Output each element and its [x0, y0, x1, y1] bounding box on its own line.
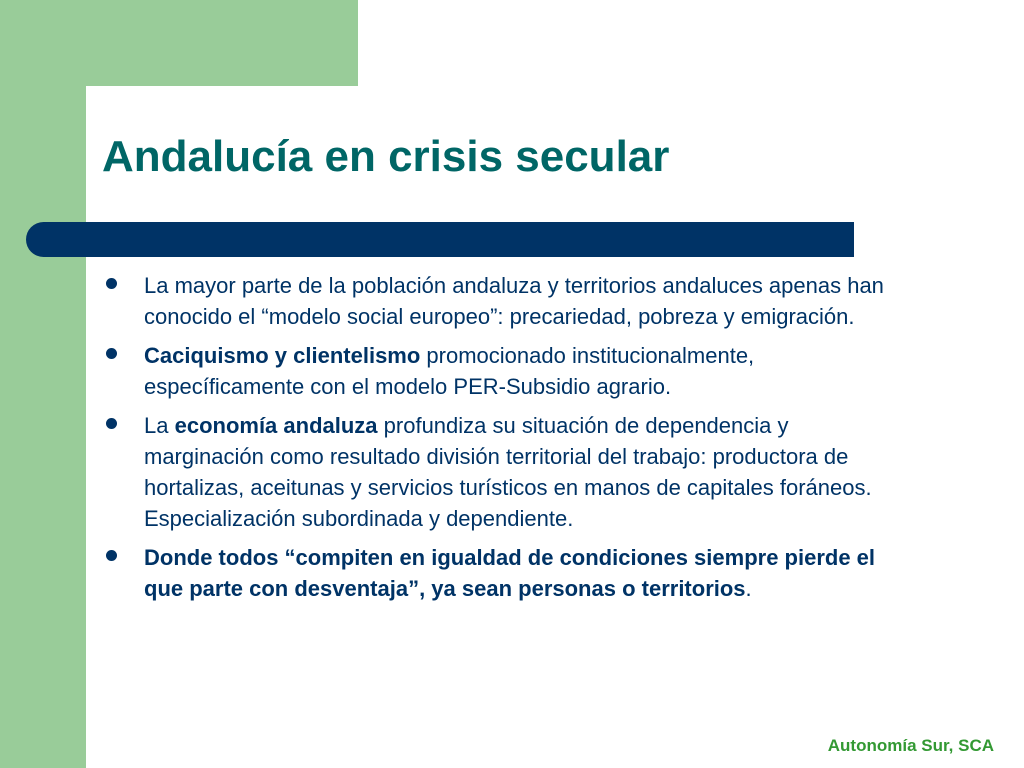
bullet-list	[104, 270, 904, 612]
decor-green-left-band	[0, 0, 86, 768]
bullet-text: La mayor parte de la población andaluza y territorios andaluces apenas han conocido el “modelo social europeo”: precariedad, pobreza y emigración.	[144, 273, 884, 329]
bullet-item	[104, 340, 904, 402]
slide-title: Andalucía en crisis secular	[102, 132, 670, 181]
bullet-text: profundiza su situación de dependencia y marginación como resultado división territorial del trabajo: productora de hortalizas, aceitunas y servicios turísticos en manos de capitales foráneos. Especialización subordinada y dependiente.	[144, 413, 872, 531]
bullet-item	[104, 410, 904, 534]
bullet-text: promocionado institucionalmente, específicamente con el modelo PER-Subsidio agrario.	[144, 343, 755, 399]
title-underline-bar	[26, 222, 854, 257]
bullet-dot-icon	[106, 550, 117, 561]
bullet-dot-icon	[106, 278, 117, 289]
bullet-bold-text: economía andaluza	[174, 413, 378, 438]
bullet-item	[104, 270, 904, 332]
bullet-dot-icon	[106, 418, 117, 429]
footer-credit: Autonomía Sur, SCA	[827, 736, 994, 755]
bullet-text-prefix: La	[144, 413, 175, 438]
bullet-text: .	[745, 576, 752, 601]
bullet-bold-text: Caciquismo y clientelismo	[144, 343, 421, 368]
bullet-dot-icon	[106, 348, 117, 359]
bullet-item	[104, 542, 904, 604]
bullet-bold-text: Donde todos “compiten en igualdad de condiciones siempre pierde el que parte con desventaja”, ya sean personas o territorios	[144, 545, 876, 601]
